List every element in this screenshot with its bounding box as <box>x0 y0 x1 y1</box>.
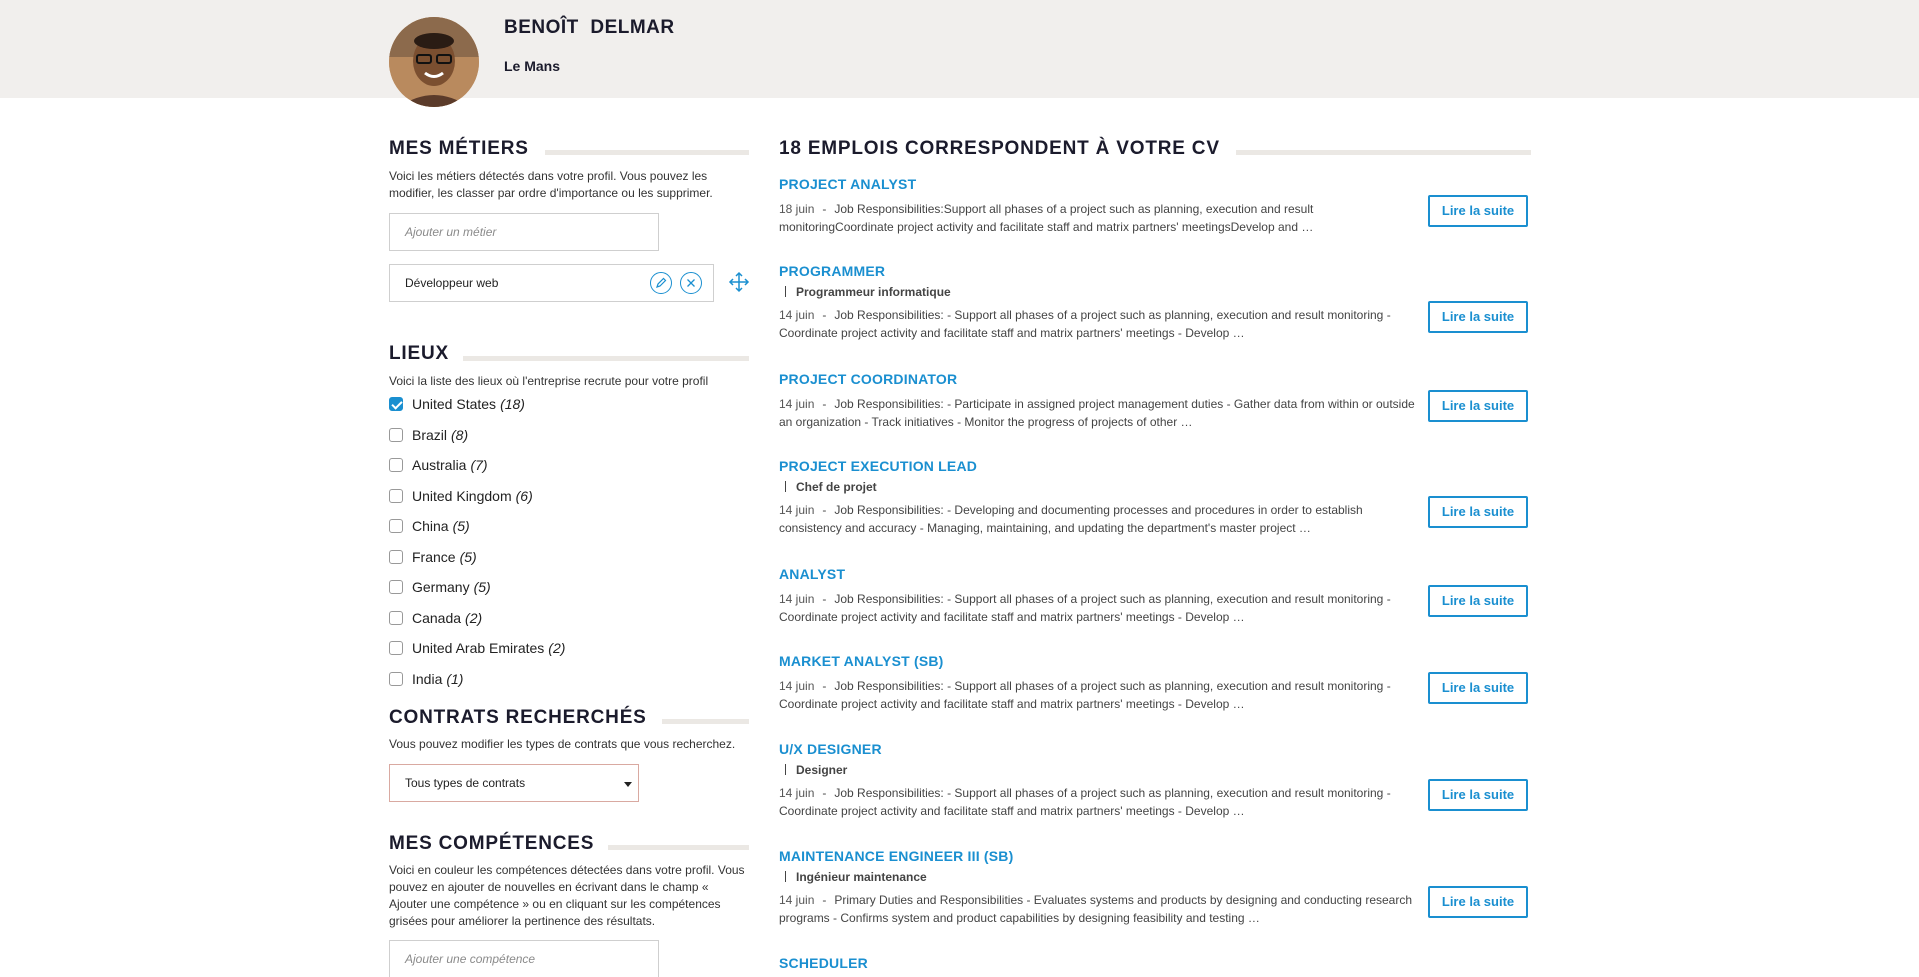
country-label <box>412 640 565 656</box>
country-count: (7) <box>470 457 488 473</box>
date-separator: - <box>822 679 827 693</box>
add-competence-placeholder: Ajouter une compétence <box>405 952 536 966</box>
read-more-button[interactable]: Lire la suite <box>1428 779 1528 811</box>
country-count: (6) <box>515 487 533 504</box>
move-metier-handle[interactable] <box>728 271 750 293</box>
competences-title: MES COMPÉTENCES <box>389 833 595 854</box>
check-icon[interactable] <box>389 397 403 411</box>
country-name: Germany <box>412 579 470 595</box>
checkbox[interactable] <box>389 489 403 503</box>
country-name: China <box>412 518 449 534</box>
job-description <box>779 306 1419 342</box>
lieux-description: Voici la liste des lieux où l'entreprise recrute pour votre profil <box>389 374 709 388</box>
metier-item[interactable] <box>389 264 714 302</box>
country-name: Australia <box>412 457 467 473</box>
job-subtitle-text: Ingénieur maintenance <box>796 870 927 884</box>
read-more-button[interactable]: Lire la suite <box>1428 496 1528 528</box>
read-more-button[interactable]: Lire la suite <box>1428 195 1528 227</box>
job-description <box>779 200 1419 236</box>
close-icon <box>681 273 701 293</box>
subtitle-separator <box>785 871 786 882</box>
job-title-link[interactable]: ANALYST <box>779 566 846 582</box>
job-text: Job Responsibilities: - Support all phases of a project such as planning, execution and result monitoring - Coordinate project activity and facilitate staff and matrix partners' meetings - Develop … <box>779 786 1391 818</box>
avatar <box>389 17 479 107</box>
edit-metier-button[interactable] <box>650 272 672 294</box>
date-separator: - <box>822 503 827 517</box>
jobs-title-rule <box>1236 150 1531 155</box>
country-count: (1) <box>446 670 464 687</box>
country-name: France <box>412 548 456 565</box>
country-name: United Arab Emirates <box>412 640 545 656</box>
checkbox[interactable] <box>389 672 403 686</box>
country-label <box>412 518 470 534</box>
last-name: DELMAR <box>590 17 675 38</box>
pencil-icon <box>651 273 671 293</box>
job-date: 14 juin <box>779 308 815 322</box>
date-separator: - <box>822 893 827 907</box>
competences-description: Voici en couleur les compétences détectées dans votre profil. Vous pouvez en ajouter de nouvelles en écrivant dans le champ « Ajouter une compétence » ou en cliquant sur les compétences grisées pour améliorer la pertinence des résultats. <box>389 863 745 928</box>
job-date: 14 juin <box>779 893 815 907</box>
date-separator: - <box>822 308 827 322</box>
profile-header <box>0 0 1919 98</box>
checkbox[interactable] <box>389 458 403 472</box>
country-label <box>412 457 488 473</box>
job-title-link[interactable]: PROJECT ANALYST <box>779 176 917 192</box>
first-name: BENOÎT <box>504 17 579 38</box>
contrats-title-rule <box>662 719 749 724</box>
country-name: Brazil <box>412 426 448 443</box>
add-competence-input[interactable] <box>389 940 659 977</box>
metier-item-label: Développeur web <box>405 276 499 290</box>
contrats-description: Vous pouvez modifier les types de contrats que vous recherchez. <box>389 737 736 751</box>
country-label <box>412 579 491 595</box>
country-count: (8) <box>451 426 469 443</box>
country-name: United States <box>412 396 497 412</box>
country-name: United Kingdom <box>412 487 512 504</box>
job-text: Job Responsibilities: - Participate in assigned project management duties - Gather data from within or outside an organization - Track initiatives - Monitor the progress of projects of other … <box>779 397 1415 429</box>
job-description <box>779 590 1419 626</box>
profile-name <box>504 17 675 39</box>
job-subtitle <box>779 480 877 494</box>
job-text: Job Responsibilities: - Support all phases of a project such as planning, execution and result monitoring - Coordinate project activity and facilitate staff and matrix partners' meetings - Develop … <box>779 679 1391 711</box>
country-label <box>412 488 533 504</box>
add-metier-placeholder: Ajouter un métier <box>405 225 497 239</box>
job-date: 14 juin <box>779 786 815 800</box>
country-label <box>412 549 477 565</box>
date-separator: - <box>822 786 827 800</box>
checkbox[interactable] <box>389 550 403 564</box>
job-date: 18 juin <box>779 202 815 216</box>
subtitle-separator <box>785 286 786 297</box>
country-label <box>412 671 463 687</box>
checkbox[interactable] <box>389 428 403 442</box>
job-title-link[interactable]: PROJECT EXECUTION LEAD <box>779 458 978 474</box>
job-description <box>779 501 1419 537</box>
country-name: Canada <box>412 609 462 626</box>
subtitle-separator <box>785 764 786 775</box>
job-subtitle-text: Designer <box>796 763 848 777</box>
job-date: 14 juin <box>779 679 815 693</box>
jobs-title: 18 EMPLOIS CORRESPONDENT À VOTRE CV <box>779 138 1220 159</box>
add-metier-input[interactable] <box>389 213 659 251</box>
lieux-title-rule <box>463 356 749 361</box>
subtitle-separator <box>785 481 786 492</box>
avatar-image <box>389 17 479 107</box>
contrats-title: CONTRATS RECHERCHÉS <box>389 707 647 728</box>
country-count: (18) <box>500 396 525 412</box>
checkbox[interactable] <box>389 580 403 594</box>
lieux-title: LIEUX <box>389 343 449 364</box>
read-more-button[interactable]: Lire la suite <box>1428 301 1528 333</box>
date-separator: - <box>822 592 827 606</box>
caret-down-icon <box>624 782 632 787</box>
job-subtitle-text: Programmeur informatique <box>796 285 951 299</box>
contract-type-value: Tous types de contrats <box>405 776 526 790</box>
country-name: India <box>412 670 443 687</box>
remove-metier-button[interactable] <box>680 272 702 294</box>
job-subtitle <box>779 763 847 777</box>
contract-type-select[interactable] <box>389 764 639 802</box>
job-description <box>779 677 1419 713</box>
job-title-link[interactable]: U/X DESIGNER <box>779 741 882 757</box>
job-date: 14 juin <box>779 592 815 606</box>
job-text: Primary Duties and Responsibilities - Evaluates systems and products by designing and conducting research programs - Confirms system and product capabilities by designing feasibility and testing … <box>779 893 1413 925</box>
job-subtitle <box>779 285 951 299</box>
job-subtitle <box>779 870 927 884</box>
read-more-button[interactable]: Lire la suite <box>1428 886 1528 918</box>
country-count: (5) <box>452 518 470 534</box>
job-title-link[interactable]: PROJECT COORDINATOR <box>779 371 958 387</box>
country-count: (2) <box>548 640 566 656</box>
competences-title-rule <box>608 845 749 850</box>
job-date: 14 juin <box>779 503 815 517</box>
job-text: Job Responsibilities: - Support all phases of a project such as planning, execution and result monitoring - Coordinate project activity and facilitate staff and matrix partners' meetings - Develop … <box>779 308 1391 340</box>
date-separator: - <box>822 397 827 411</box>
read-more-button[interactable]: Lire la suite <box>1428 672 1528 704</box>
country-label <box>412 396 525 412</box>
job-text: Job Responsibilities:Support all phases of a project such as planning, execution and result monitoringCoordinate project activity and facilitate staff and matrix partners' meetingsDevelop and … <box>779 202 1314 234</box>
job-title-link[interactable]: PROGRAMMER <box>779 263 886 279</box>
job-title-link[interactable]: MARKET ANALYST (SB) <box>779 653 944 669</box>
metiers-description: Voici les métiers détectés dans votre profil. Vous pouvez les modifier, les classer par ordre d'importance ou les supprimer. <box>389 169 713 200</box>
checkbox[interactable] <box>389 611 403 625</box>
job-date: 14 juin <box>779 397 815 411</box>
checkbox[interactable] <box>389 519 403 533</box>
job-text: Job Responsibilities: - Developing and documenting processes and procedures in order to establish consistency and accuracy - Managing, maintaining, and updating the department's master project … <box>779 503 1363 535</box>
profile-city: Le Mans <box>504 58 561 74</box>
job-description <box>779 395 1419 431</box>
country-label <box>412 610 482 626</box>
job-title-link[interactable]: SCHEDULER <box>779 955 868 971</box>
job-description <box>779 784 1419 820</box>
date-separator: - <box>822 202 827 216</box>
country-label <box>412 427 468 443</box>
read-more-button[interactable]: Lire la suite <box>1428 390 1528 422</box>
country-count: (2) <box>465 609 483 626</box>
job-title-link[interactable]: MAINTENANCE ENGINEER III (SB) <box>779 848 1014 864</box>
checkbox[interactable] <box>389 641 403 655</box>
metiers-title-rule <box>545 150 749 155</box>
job-text: Job Responsibilities: - Support all phases of a project such as planning, execution and result monitoring - Coordinate project activity and facilitate staff and matrix partners' meetings - Develop … <box>779 592 1391 624</box>
read-more-button[interactable]: Lire la suite <box>1428 585 1528 617</box>
job-description <box>779 891 1419 927</box>
job-subtitle-text: Chef de projet <box>796 480 877 494</box>
country-count: (5) <box>459 548 477 565</box>
country-count: (5) <box>473 579 491 595</box>
metiers-title: MES MÉTIERS <box>389 138 529 159</box>
move-icon <box>728 271 750 293</box>
